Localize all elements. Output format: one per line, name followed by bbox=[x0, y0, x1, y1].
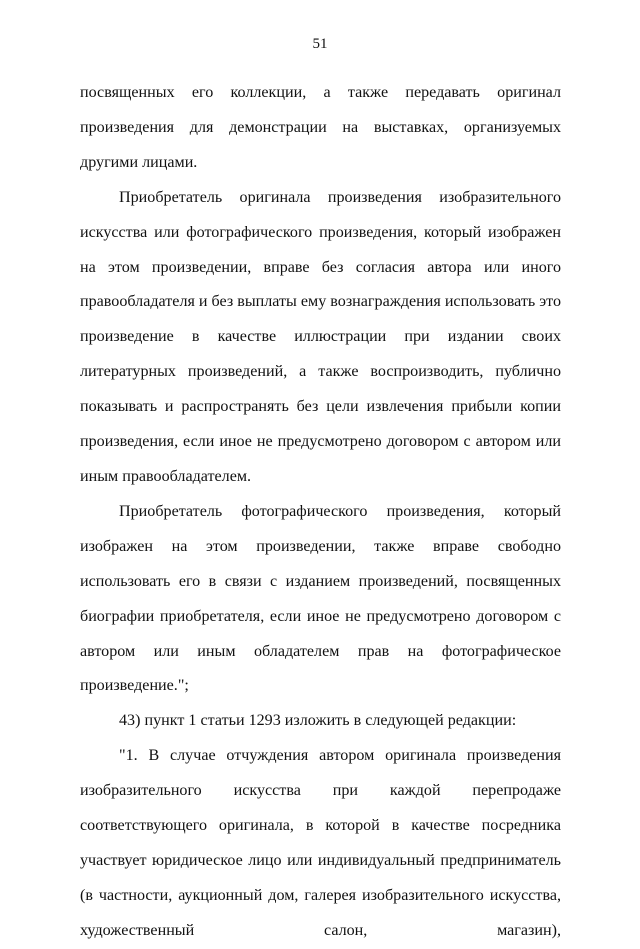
document-body bbox=[80, 76, 561, 949]
paragraph-continuation: посвященных его коллекции, а также передавать оригинал произведения для демонстрации на выставках, организуемых другими лицами. bbox=[80, 84, 561, 171]
paragraph-new-text-point-1: "1. В случае отчуждения автором оригинала произведения изобразительного искусства при каждой перепродаже соответствующего оригинала, в которой в качестве посредника участвует юридическое лицо или индивидуальный предприниматель (в частности, аукционный дом, галерея изобразительного искусства, художественный салон, магазин), bbox=[80, 747, 561, 939]
page-number: 51 bbox=[312, 36, 328, 52]
paragraph-acquirer-original: Приобретатель оригинала произведения изобразительного искусства или фотографического произведения, который изображен на этом произведении, вправе без согласия автора или иного правообладателя и без выплаты ему вознаграждения использовать это произведение в качестве иллюстрации при издании своих литературных произведений, а также воспроизводить, публично показывать и распространять без цели извлечения прибыли копии произведения, если иное не предусмотрено договором с автором или иным правообладателем. bbox=[80, 188, 561, 485]
paragraph-acquirer-photo: Приобретатель фотографического произведения, который изображен на этом произведении, также вправе свободно использовать его в связи с изданием произведений, посвященных биографии приобретателя, если иное не предусмотрено договором с автором или иным обладателем прав на фотографическое произведение."; bbox=[80, 502, 561, 695]
paragraph-item-43: 43) пункт 1 статьи 1293 изложить в следующей редакции: bbox=[119, 712, 517, 730]
